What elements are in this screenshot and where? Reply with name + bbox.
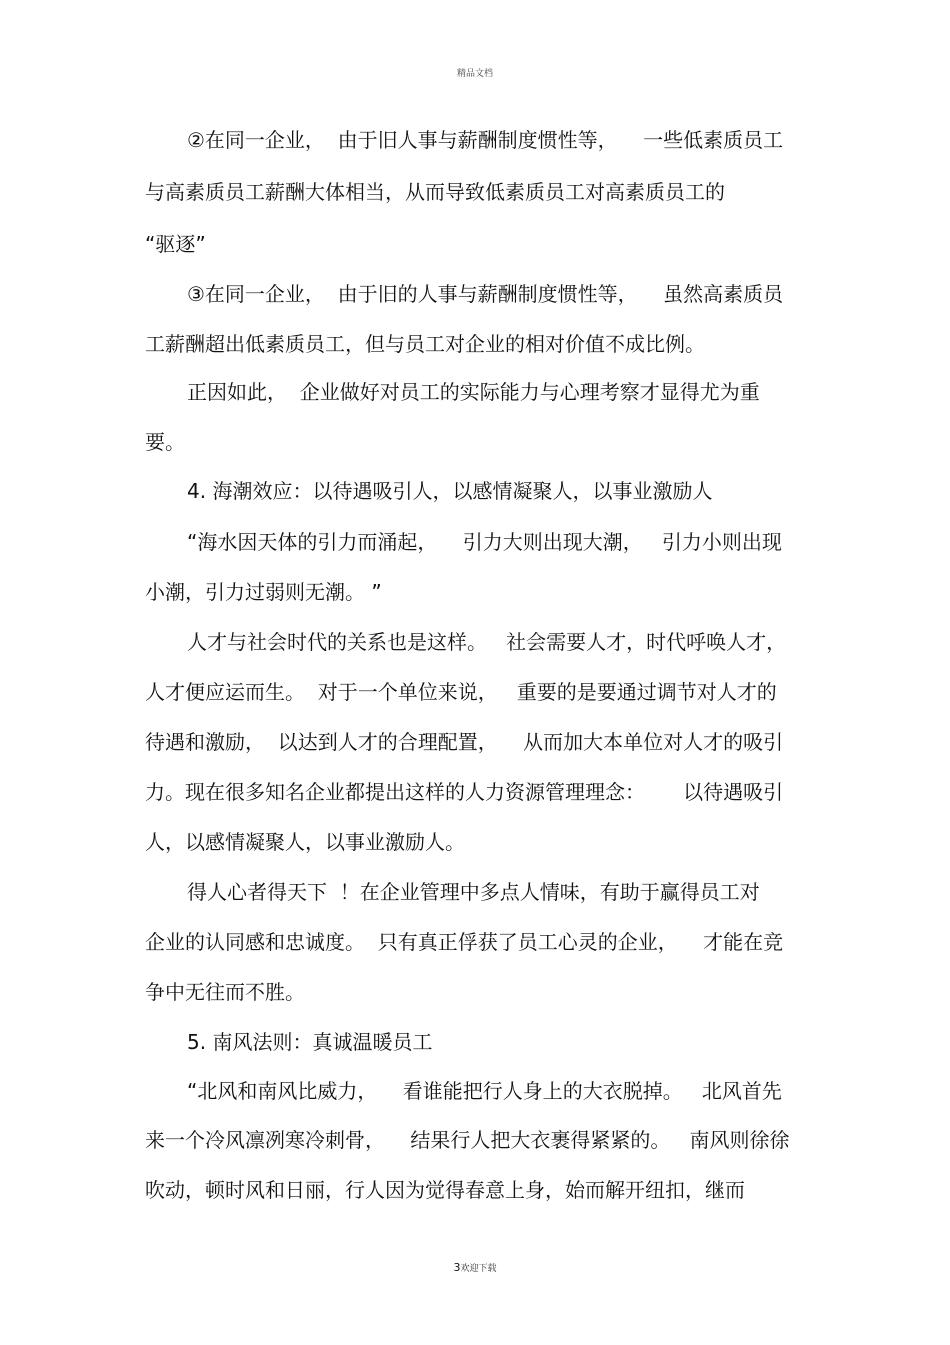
- page-number: 3: [453, 1261, 461, 1274]
- page-footer: [0, 1261, 950, 1274]
- body-line: 得人心者得天下 ！在企业管理中多点人情味，有助于赢得员工对: [187, 880, 760, 904]
- body-line: 工薪酬超出低素质员工，但与员工对企业的相对价值不成比例。: [145, 332, 705, 356]
- section-heading: 4. 海潮效应：以待遇吸引人，以感情凝聚人，以事业激励人: [187, 479, 713, 503]
- body-line: 人才与社会时代的关系也是这样。 社会需要人才，时代呼唤人才，: [187, 630, 787, 654]
- body-line: 争中无往而不胜。: [145, 980, 305, 1004]
- body-line: “海水因天体的引力而涌起， 引力大则出现大潮， 引力小则出现: [187, 530, 782, 554]
- body-line: 力。现在很多知名企业都提出这样的人力资源管理理念： 以待遇吸引: [145, 780, 784, 804]
- body-line: “北风和南风比威力， 看谁能把行人身上的大衣脱掉。 北风首先: [187, 1079, 782, 1103]
- body-line: “驱逐”: [145, 232, 206, 256]
- body-line: 企业的认同感和忠诚度。 只有真正俘获了员工心灵的企业， 才能在竞: [145, 930, 784, 954]
- body-line: 吹动，顿时风和日丽，行人因为觉得春意上身，始而解开纽扣，继而: [145, 1178, 745, 1202]
- footer-text: 欢迎下载: [460, 1264, 497, 1274]
- body-line: 人，以感情凝聚人，以事业激励人。: [145, 830, 465, 854]
- body-line: 人才便应运而生。 对于一个单位来说， 重要的是要通过调节对人才的: [145, 680, 777, 704]
- body-line: 要。: [145, 430, 185, 454]
- body-line: 来一个冷风凛冽寒冷刺骨， 结果行人把大衣裹得紧紧的。 南风则徐徐: [145, 1128, 790, 1152]
- body-line: 与高素质员工薪酬大体相当，从而导致低素质员工对高素质员工的: [145, 180, 725, 204]
- body-line: ②在同一企业， 由于旧人事与薪酬制度惯性等， 一些低素质员工: [187, 128, 784, 152]
- body-line: 待遇和激励， 以达到人才的合理配置， 从而加大本单位对人才的吸引: [145, 730, 784, 754]
- section-heading: 5. 南风法则：真诚温暖员工: [187, 1030, 433, 1054]
- body-line: 小潮，引力过弱则无潮。 ”: [145, 580, 382, 604]
- body-line: ③在同一企业， 由于旧的人事与薪酬制度惯性等， 虽然高素质员: [187, 282, 784, 306]
- body-line: 正因如此， 企业做好对员工的实际能力与心理考察才显得尤为重: [187, 380, 760, 404]
- page-header: 精品文档: [456, 69, 493, 79]
